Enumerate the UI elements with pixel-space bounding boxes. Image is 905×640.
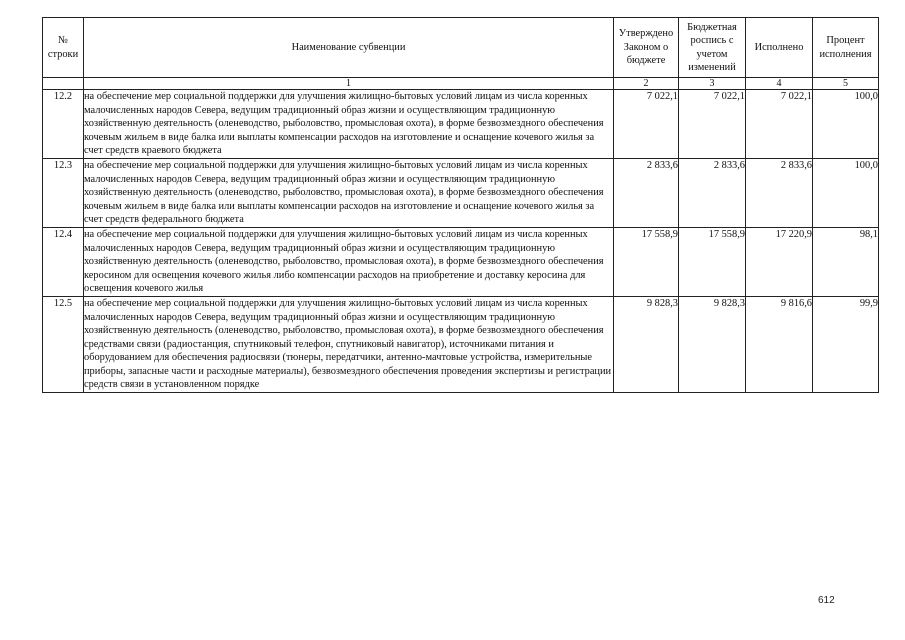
table-row — [43, 227, 879, 296]
percent-value: 100,0 — [813, 158, 879, 227]
header-row — [43, 18, 879, 78]
column-number-empty — [43, 78, 84, 90]
column-number-4: 4 — [746, 78, 813, 90]
subvention-name: на обеспечение мер социальной поддержки для улучшения жилищно-бытовых условий лицам из числа коренных малочисленных народов Севера, ведущим традиционный образ жизни и осуществляющим традиционную хозяйственную деятельность (оленеводство, рыболовство, промысловая охота), в форме безвозмездного обеспечения кочевым жильем в виде балка или выплаты компенсации расходов на изготовление и оснащение кочевого жилья за счет средств краевого бюджета — [84, 90, 614, 159]
table-row — [43, 90, 879, 159]
header-percent: Процент исполнения — [813, 18, 879, 78]
row-number: 12.2 — [43, 90, 84, 159]
percent-value: 100,0 — [813, 90, 879, 159]
row-number: 12.4 — [43, 227, 84, 296]
column-number-1: 1 — [84, 78, 614, 90]
page-number: 612 — [818, 595, 835, 606]
percent-value: 98,1 — [813, 227, 879, 296]
executed-value: 2 833,6 — [746, 158, 813, 227]
budget-list-value: 9 828,3 — [679, 296, 746, 392]
budget-list-value: 17 558,9 — [679, 227, 746, 296]
column-number-5: 5 — [813, 78, 879, 90]
subvention-name: на обеспечение мер социальной поддержки для улучшения жилищно-бытовых условий лицам из числа коренных малочисленных народов Севера, ведущим традиционный образ жизни и осуществляющим традиционную хозяйственную деятельность (оленеводство, рыболовство, промысловая охота), в форме безвозмездного обеспечения кочевым жильем в виде балка или выплаты компенсации расходов на изготовление и оснащение кочевого жилья за счет средств федерального бюджета — [84, 158, 614, 227]
subvention-name: на обеспечение мер социальной поддержки для улучшения жилищно-бытовых условий лицам из числа коренных малочисленных народов Севера, ведущим традиционный образ жизни и осуществляющим традиционную хозяйственную деятельность (оленеводство, рыболовство, промысловая охота), в форме безвозмездного обеспечения средствами связи (радиостанция, спутниковый телефон, спутниковый навигатор), источниками питания и оборудованием для обеспечения радиосвязи (тюнеры, передатчики, антенно-мачтовые устройства, измерительные приборы, запасные части и расходные материалы), безвозмездного обеспечения проведения экспертизы и регистрации средств связи в установленном порядке — [84, 296, 614, 392]
header-approved: Утверждено Законом о бюджете — [614, 18, 679, 78]
column-number-2: 2 — [614, 78, 679, 90]
approved-value: 9 828,3 — [614, 296, 679, 392]
row-number: 12.3 — [43, 158, 84, 227]
executed-value: 9 816,6 — [746, 296, 813, 392]
table-row — [43, 158, 879, 227]
budget-list-value: 2 833,6 — [679, 158, 746, 227]
column-number-3: 3 — [679, 78, 746, 90]
subvention-name: на обеспечение мер социальной поддержки для улучшения жилищно-бытовых условий лицам из числа коренных малочисленных народов Севера, ведущим традиционный образ жизни и осуществляющим традиционную хозяйственную деятельность (оленеводство, рыболовство, промысловая охота), в форме безвозмездного обеспечения керосином для освещения кочевого жилья либо компенсации расходов на приобретение и доставку керосина для освещения кочевого жилья — [84, 227, 614, 296]
header-row-number: № строки — [43, 18, 84, 78]
approved-value: 17 558,9 — [614, 227, 679, 296]
table-row — [43, 296, 879, 392]
header-budget-list: Бюджетная роспись с учетом изменений — [679, 18, 746, 78]
executed-value: 7 022,1 — [746, 90, 813, 159]
row-number: 12.5 — [43, 296, 84, 392]
header-executed: Исполнено — [746, 18, 813, 78]
approved-value: 2 833,6 — [614, 158, 679, 227]
budget-list-value: 7 022,1 — [679, 90, 746, 159]
percent-value: 99,9 — [813, 296, 879, 392]
column-number-row — [43, 78, 879, 90]
header-subvention-name: Наименование субвенции — [84, 18, 614, 78]
executed-value: 17 220,9 — [746, 227, 813, 296]
approved-value: 7 022,1 — [614, 90, 679, 159]
subvention-table — [42, 17, 879, 393]
